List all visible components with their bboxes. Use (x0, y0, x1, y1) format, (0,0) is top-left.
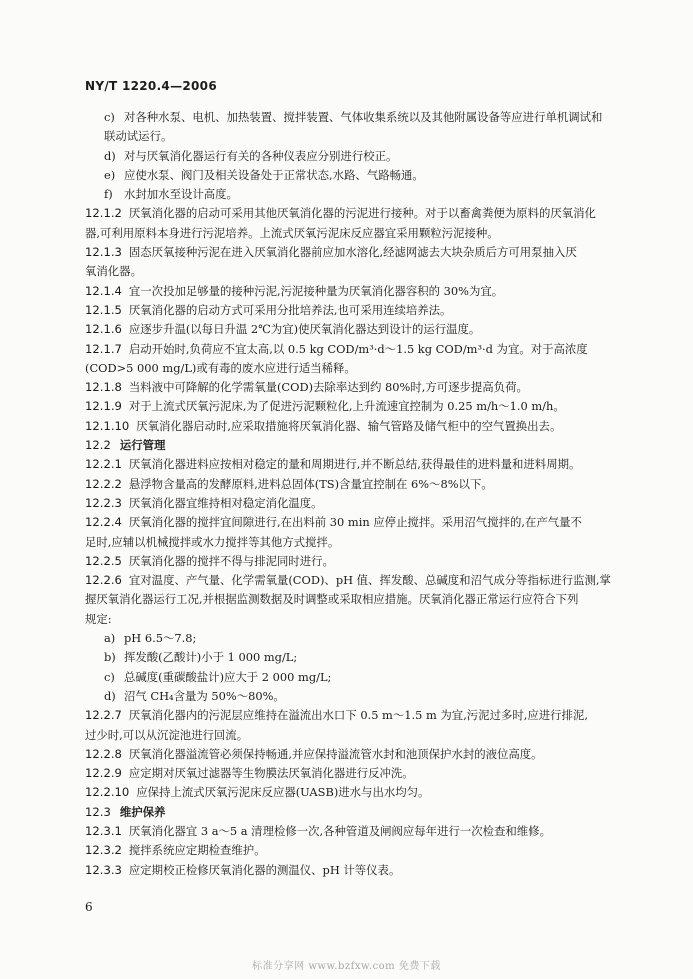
list-label: c) (104, 669, 115, 684)
clause-number: 12.1.7 (85, 341, 122, 356)
text-line (85, 359, 618, 378)
text-line (85, 147, 618, 166)
text-line (85, 108, 618, 127)
line-text: 宜一次投加足够量的接种污泥,污泥接种量为厌氧消化器容积的 30%为宜。 (128, 283, 504, 298)
page-number: 6 (85, 900, 93, 914)
line-text: 搅拌系统应定期检查维护。 (128, 843, 266, 858)
text-line (85, 436, 618, 455)
line-text: 联动试运行。 (104, 129, 173, 144)
line-text: 悬浮物含量高的发酵原料,进料总固体(TS)含量宜控制在 6%～8%以下。 (128, 476, 493, 491)
text-line (85, 783, 618, 802)
text-line (85, 803, 618, 822)
line-text: pH 6.5～7.8; (124, 631, 197, 646)
text-line (85, 417, 618, 436)
clause-number: 12.1.2 (85, 206, 122, 221)
list-label: f) (104, 187, 113, 202)
line-text: 对与厌氧消化器运行有关的各种仪表应分别进行校正。 (124, 148, 398, 163)
line-text: 挥发酸(乙酸计)小于 1 000 mg/L; (124, 650, 298, 665)
clause-number: 12.2.5 (85, 553, 122, 568)
document-body (85, 108, 618, 880)
line-text: 厌氧消化器的搅拌宜间隙进行,在出料前 30 min 应停止搅拌。采用沼气搅拌的,在产气量不 (128, 515, 582, 530)
clause-number: 12.1.10 (85, 418, 130, 433)
text-line (85, 397, 618, 416)
list-label: c) (104, 110, 115, 124)
text-line (85, 706, 618, 725)
line-text: 厌氧消化器进料应按相对稳定的量和周期进行,并不断总结,获得最佳的进料量和进料周期。 (128, 457, 581, 472)
list-label: a) (104, 631, 116, 646)
clause-number: 12.2.7 (85, 708, 122, 723)
text-line (85, 340, 618, 359)
text-line (85, 301, 618, 320)
clause-number: 12.1.8 (85, 380, 122, 395)
line-text: 宜对温度、产气量、化学需氧量(COD)、pH 值、挥发酸、总碱度和沼气成分等指标进行监测,掌 (128, 573, 611, 588)
text-line (85, 687, 618, 706)
line-text: 对于上流式厌氧污泥床,为了促进污泥颗粒化,上升流速宜控制为 0.25 m/h～1.0 m/h。 (128, 399, 565, 414)
line-text: (COD>5 000 mg/L)或有毒的废水应进行适当稀释。 (85, 360, 356, 375)
text-line (85, 668, 618, 687)
clause-number: 12.3.3 (85, 862, 122, 877)
text-line (85, 629, 618, 648)
text-line (85, 552, 618, 571)
list-label: d) (104, 688, 116, 703)
line-text: 厌氧消化器宜维持相对稳定消化温度。 (128, 495, 323, 510)
text-line (85, 533, 618, 552)
line-text: 应逐步升温(以每日升温 2℃为宜)使厌氧消化器达到设计的运行温度。 (128, 322, 481, 337)
text-line (85, 648, 618, 667)
line-text: 维护保养 (119, 804, 166, 819)
clause-number: 12.1.4 (85, 283, 122, 298)
line-text: 厌氧消化器宜 3 a～5 a 清理检修一次,各种管道及闸阀应每年进行一次检查和维修。 (128, 823, 551, 838)
clause-number: 12.2.2 (85, 476, 122, 491)
line-text: 厌氧消化器内的污泥层应维持在溢流出水口下 0.5 m～1.5 m 为宜,污泥过多时,应进行排泥, (128, 708, 588, 723)
clause-number: 12.2 (85, 438, 111, 453)
text-line (85, 185, 618, 204)
line-text: 应定期校正检修厌氧消化器的测温仪、pH 计等仪表。 (128, 862, 401, 877)
line-text: 固态厌氧接种污泥在进入厌氧消化器前应加水溶化,经滤网滤去大块杂质后方可用泵抽入厌 (128, 245, 577, 260)
line-text: 器,可利用原料本身进行污泥培养。上流式厌氧污泥床反应器宜采用颗粒污泥接种。 (85, 225, 499, 240)
line-text: 握厌氧消化器运行工况,并根据监测数据及时调整或采取相应措施。厌氧消化器正常运行应符合下列 (85, 592, 579, 607)
clause-number: 12.3.1 (85, 823, 122, 838)
line-text: 应保持上流式厌氧污泥床反应器(UASB)进水与出水均匀。 (136, 785, 430, 800)
text-line (85, 475, 618, 494)
text-line (85, 861, 618, 880)
line-text: 厌氧消化器的启动可采用其他厌氧消化器的污泥进行接种。对于以畜禽粪便为原料的厌氧消化 (128, 206, 596, 221)
clause-number: 12.2.10 (85, 785, 130, 800)
clause-number: 12.2.3 (85, 495, 122, 510)
text-line (85, 282, 618, 301)
text-line (85, 378, 618, 397)
line-text: 规定: (85, 611, 112, 626)
list-label: e) (104, 167, 116, 182)
clause-number: 12.2.1 (85, 457, 122, 472)
text-line (85, 204, 618, 223)
text-line (85, 224, 618, 243)
text-line (85, 455, 618, 474)
clause-number: 12.3 (85, 804, 111, 819)
clause-number: 12.1.3 (85, 245, 122, 260)
line-text: 应使水泵、阀门及相关设备处于正常状态,水路、气路畅通。 (124, 167, 424, 182)
clause-number: 12.1.5 (85, 302, 122, 317)
clause-number: 12.1.6 (85, 322, 122, 337)
clause-number: 12.2.9 (85, 766, 122, 781)
line-text: 氧消化器。 (85, 264, 142, 279)
line-text: 厌氧消化器的启动方式可采用分批培养法,也可采用连续培养法。 (128, 302, 452, 317)
line-text: 总碱度(重碳酸盐计)应大于 2 000 mg/L; (124, 669, 332, 684)
clause-number: 12.2.4 (85, 515, 122, 530)
text-line (85, 571, 618, 590)
standard-code-header: NY/T 1220.4—2006 (85, 79, 217, 93)
watermark-footer: 标准分享网 www.bzfxw.com 免费下载 (252, 961, 441, 972)
line-text: 过少时,可以从沉淀池进行回流。 (85, 727, 249, 742)
text-line (85, 166, 618, 185)
text-line (85, 590, 618, 609)
clause-number: 12.1.9 (85, 399, 122, 414)
text-line (85, 610, 618, 629)
line-text: 沼气 CH₄含量为 50%～80%。 (124, 688, 285, 703)
text-line (85, 262, 618, 281)
line-text: 厌氧消化器溢流管必须保持畅通,并应保持溢流管水封和池顶保护水封的液位高度。 (128, 746, 543, 761)
line-text: 对各种水泵、电机、加热装置、搅拌装置、气体收集系统以及其他附属设备等应进行单机调试和 (124, 110, 603, 124)
line-text: 启动开始时,负荷应不宜太高,以 0.5 kg COD/m³·d～1.5 kg COD/m³·d 为宜。对于高浓度 (128, 341, 588, 356)
text-line (85, 764, 618, 783)
text-line (85, 320, 618, 339)
clause-number: 12.3.2 (85, 843, 122, 858)
text-line (85, 726, 618, 745)
text-line (85, 243, 618, 262)
text-line (85, 127, 618, 146)
line-text: 厌氧消化器的搅拌不得与排泥同时进行。 (128, 553, 334, 568)
line-text: 厌氧消化器启动时,应采取措施将厌氧消化器、输气管路及储气柜中的空气置换出去。 (136, 418, 562, 433)
text-line (85, 513, 618, 532)
text-line (85, 745, 618, 764)
line-text: 运行管理 (119, 438, 166, 453)
text-line (85, 841, 618, 860)
text-line (85, 494, 618, 513)
list-label: b) (104, 650, 116, 665)
clause-number: 12.2.8 (85, 746, 122, 761)
clause-number: 12.2.6 (85, 573, 122, 588)
line-text: 足时,应辅以机械搅拌或水力搅拌等其他方式搅拌。 (85, 534, 340, 549)
line-text: 水封加水至设计高度。 (124, 187, 238, 202)
list-label: d) (104, 148, 116, 163)
line-text: 当料液中可降解的化学需氧量(COD)去除率达到约 80%时,方可逐步提高负荷。 (128, 380, 528, 395)
line-text: 应定期对厌氧过滤器等生物膜法厌氧消化器进行反冲洗。 (128, 766, 414, 781)
text-line (85, 822, 618, 841)
